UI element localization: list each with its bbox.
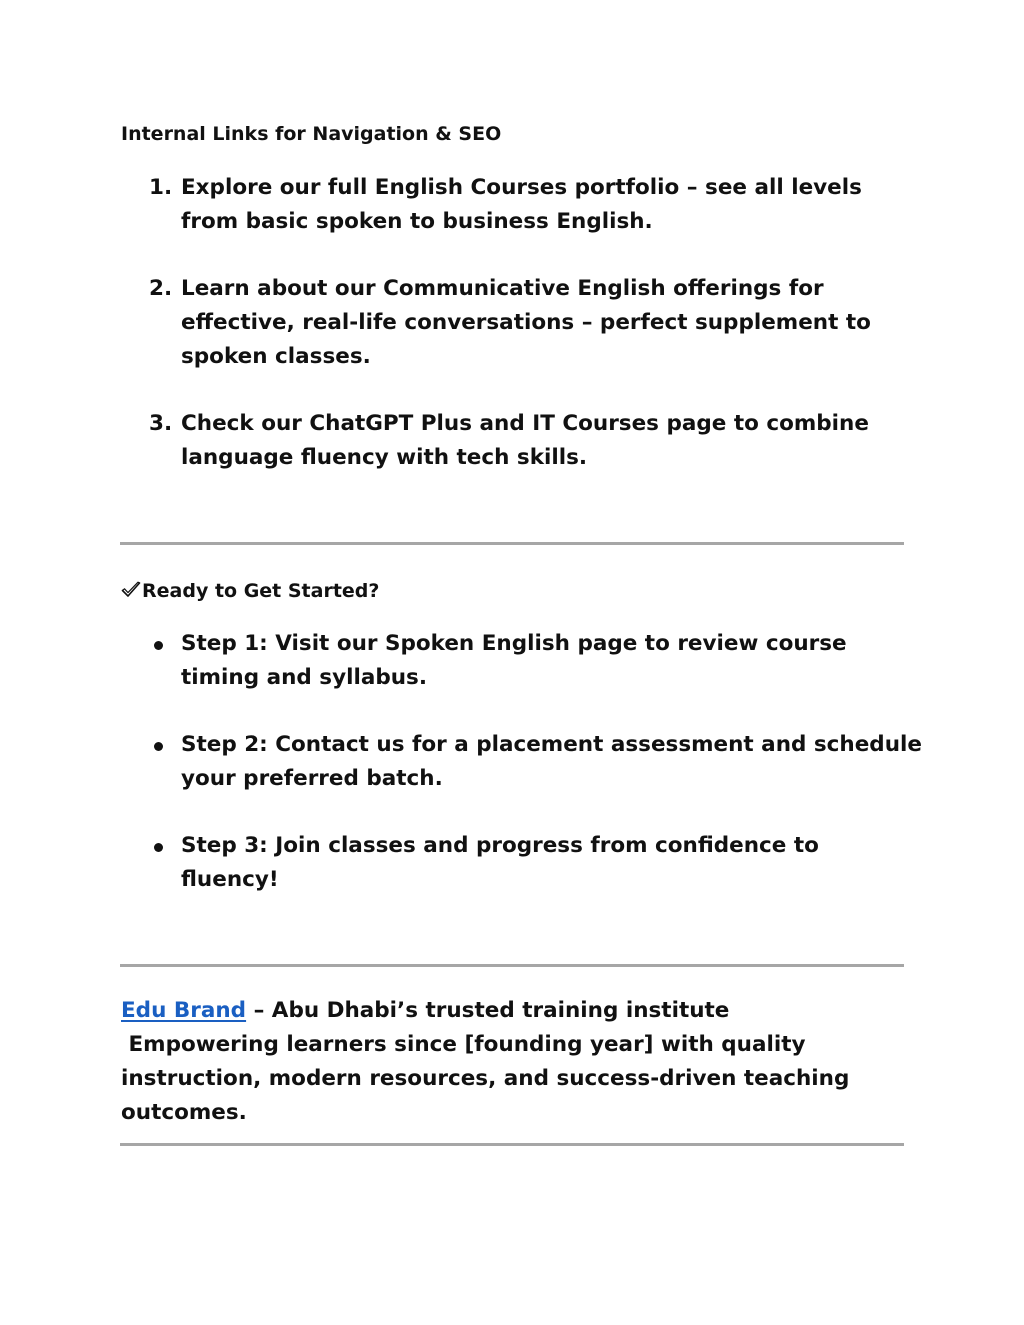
list-item-line: Step 1: Visit our Spoken English page to review course <box>181 631 847 656</box>
footer-line: instruction, modern resources, and success-driven teaching <box>121 1066 850 1091</box>
list-item-line: timing and syllabus. <box>181 665 428 690</box>
footer-line: Empowering learners since [founding year] with quality <box>121 1032 806 1057</box>
list-item-line: from basic spoken to business English. <box>181 209 653 234</box>
horizontal-divider <box>120 964 904 967</box>
bullet-icon <box>154 641 163 650</box>
list-item <box>121 829 911 897</box>
footer-line: outcomes. <box>121 1100 247 1125</box>
check-mark-icon <box>121 581 141 599</box>
footer-tagline: – Abu Dhabi’s trusted training institute <box>246 998 730 1023</box>
list-item-line: language fluency with tech skills. <box>181 445 588 470</box>
internal-links-heading: Internal Links for Navigation & SEO <box>121 123 502 145</box>
horizontal-divider <box>120 1143 904 1146</box>
get-started-steps <box>121 627 922 930</box>
footer-first-line <box>121 994 911 1028</box>
bullet-icon <box>154 742 163 751</box>
list-item <box>121 407 911 475</box>
list-item <box>121 728 922 796</box>
list-item-line: Learn about our Communicative English offerings for <box>181 276 824 301</box>
list-item-line: effective, real-life conversations – perfect supplement to <box>181 310 871 335</box>
list-item-line: Check our ChatGPT Plus and IT Courses page to combine <box>181 411 869 436</box>
bullet-icon <box>154 843 163 852</box>
horizontal-divider <box>120 542 904 545</box>
brand-link[interactable]: Edu Brand <box>121 998 247 1023</box>
list-item-line: your preferred batch. <box>181 766 443 791</box>
list-item <box>121 627 911 695</box>
list-item <box>121 171 911 239</box>
footer-about <box>121 994 911 1130</box>
list-number: 2. <box>149 276 173 301</box>
list-item-line: Step 3: Join classes and progress from confidence to <box>181 833 819 858</box>
list-item-line: Explore our full English Courses portfolio – see all levels <box>181 175 862 200</box>
list-item-line: fluency! <box>181 867 279 892</box>
list-number: 3. <box>149 411 173 436</box>
get-started-heading <box>121 579 379 603</box>
internal-links-list <box>121 171 911 508</box>
list-item-line: Step 2: Contact us for a placement assessment and schedule <box>181 732 922 757</box>
list-item <box>121 272 911 374</box>
get-started-heading-text: Ready to Get Started? <box>142 580 380 602</box>
list-number: 1. <box>149 175 173 200</box>
list-item-line: spoken classes. <box>181 344 371 369</box>
